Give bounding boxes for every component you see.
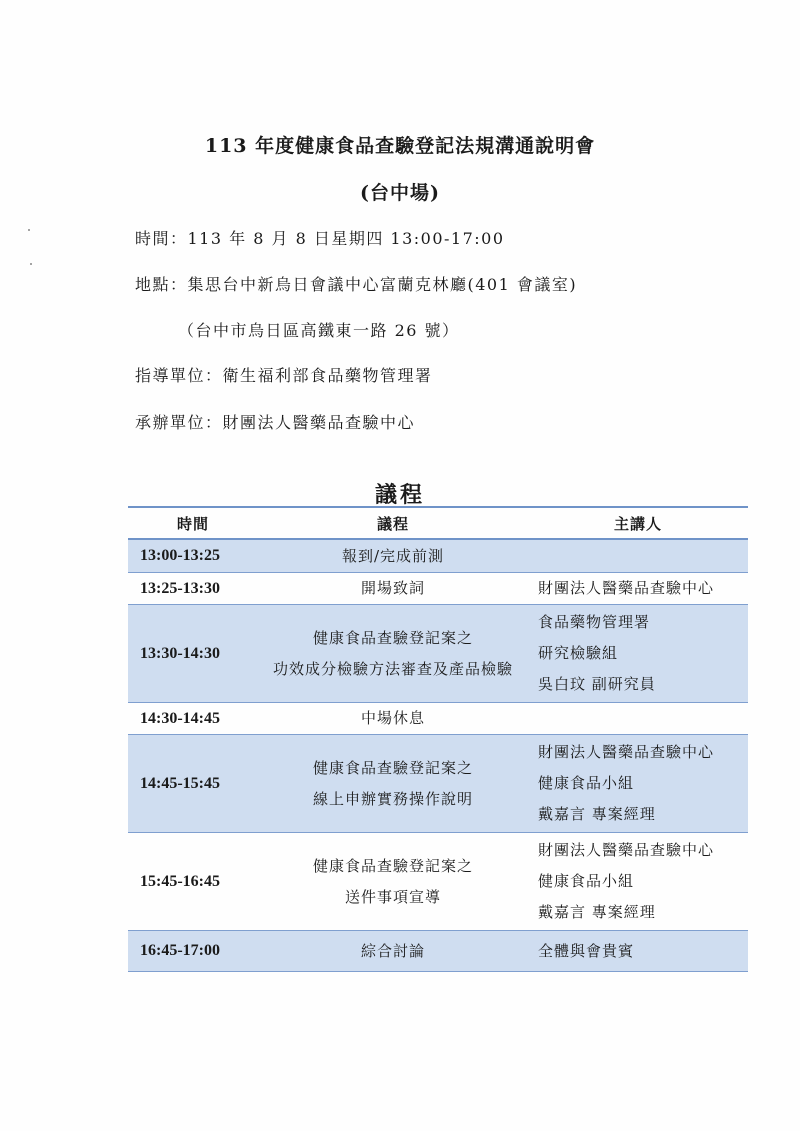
row-topic xyxy=(258,833,528,931)
row-speaker xyxy=(528,735,748,833)
row-speaker xyxy=(528,605,748,703)
speaker-line: 財團法人醫藥品查驗中心 xyxy=(538,579,715,597)
document-subtitle: (台中場) xyxy=(360,182,440,204)
event-address: （台中市烏日區高鐵東一路 26 號） xyxy=(178,321,460,340)
topic-line: 健康食品查驗登記案之 xyxy=(312,856,473,875)
agenda-header-row xyxy=(128,507,748,539)
topic-line: 送件事項宣導 xyxy=(344,887,441,906)
scan-speck xyxy=(30,263,32,265)
row-topic xyxy=(258,735,528,833)
agenda-row xyxy=(128,931,748,972)
speaker-line: 健康食品小組 xyxy=(538,774,635,792)
row-speaker xyxy=(528,539,748,573)
document-title: 113 年度健康食品查驗登記法規溝通說明會 xyxy=(204,135,596,157)
agenda-row xyxy=(128,735,748,833)
topic-line: 線上申辦實務操作說明 xyxy=(312,789,473,808)
header-time: 時間 xyxy=(128,507,258,539)
speaker-line: 財團法人醫藥品查驗中心 xyxy=(538,743,715,761)
row-speaker xyxy=(528,833,748,931)
guiding-organization: 指導單位：衛生福利部食品藥物管理署 xyxy=(135,366,433,385)
header-topic: 議程 xyxy=(258,507,528,539)
agenda-row xyxy=(128,573,748,605)
header-speaker: 主講人 xyxy=(528,507,748,539)
row-speaker xyxy=(528,703,748,735)
topic-line: 健康食品查驗登記案之 xyxy=(312,758,473,777)
row-time: 13:30-14:30 xyxy=(128,605,258,703)
row-topic xyxy=(258,703,528,735)
topic-line: 健康食品查驗登記案之 xyxy=(312,628,473,647)
topic-line: 中場休息 xyxy=(360,709,425,727)
speaker-line: 健康食品小組 xyxy=(538,872,635,890)
row-time: 16:45-17:00 xyxy=(128,931,258,972)
row-topic xyxy=(258,931,528,972)
row-speaker xyxy=(528,573,748,605)
speaker-line: 食品藥物管理署 xyxy=(538,613,651,631)
row-time: 14:45-15:45 xyxy=(128,735,258,833)
topic-line: 功效成分檢驗方法審查及產品檢驗 xyxy=(272,659,513,678)
agenda-table xyxy=(128,506,748,972)
row-time: 15:45-16:45 xyxy=(128,833,258,931)
topic-line: 綜合討論 xyxy=(360,941,425,960)
speaker-line: 財團法人醫藥品查驗中心 xyxy=(538,841,715,859)
row-time: 13:25-13:30 xyxy=(128,573,258,605)
speaker-line: 全體與會貴賓 xyxy=(538,941,635,960)
agenda-row xyxy=(128,703,748,735)
speaker-line: 研究檢驗組 xyxy=(538,644,619,662)
agenda-heading: 議程 xyxy=(374,482,425,508)
speaker-line: 戴嘉言 專案經理 xyxy=(538,903,656,921)
topic-line: 開場致詞 xyxy=(360,579,425,597)
topic-line: 報到/完成前測 xyxy=(341,546,445,565)
agenda-row xyxy=(128,605,748,703)
event-place: 地點：集思台中新烏日會議中心富蘭克林廳(401 會議室) xyxy=(135,275,578,294)
row-time: 14:30-14:45 xyxy=(128,703,258,735)
speaker-line: 吳白玟 副研究員 xyxy=(538,675,656,693)
agenda-row xyxy=(128,539,748,573)
row-topic xyxy=(258,539,528,573)
speaker-line: 戴嘉言 專案經理 xyxy=(538,805,656,823)
event-time: 時間：113 年 8 月 8 日星期四 13:00-17:00 xyxy=(135,229,505,248)
row-time: 13:00-13:25 xyxy=(128,539,258,573)
agenda-row xyxy=(128,833,748,931)
row-topic xyxy=(258,573,528,605)
scan-speck xyxy=(28,229,30,231)
row-topic xyxy=(258,605,528,703)
host-organization: 承辦單位：財團法人醫藥品查驗中心 xyxy=(135,413,416,432)
row-speaker xyxy=(528,931,748,972)
